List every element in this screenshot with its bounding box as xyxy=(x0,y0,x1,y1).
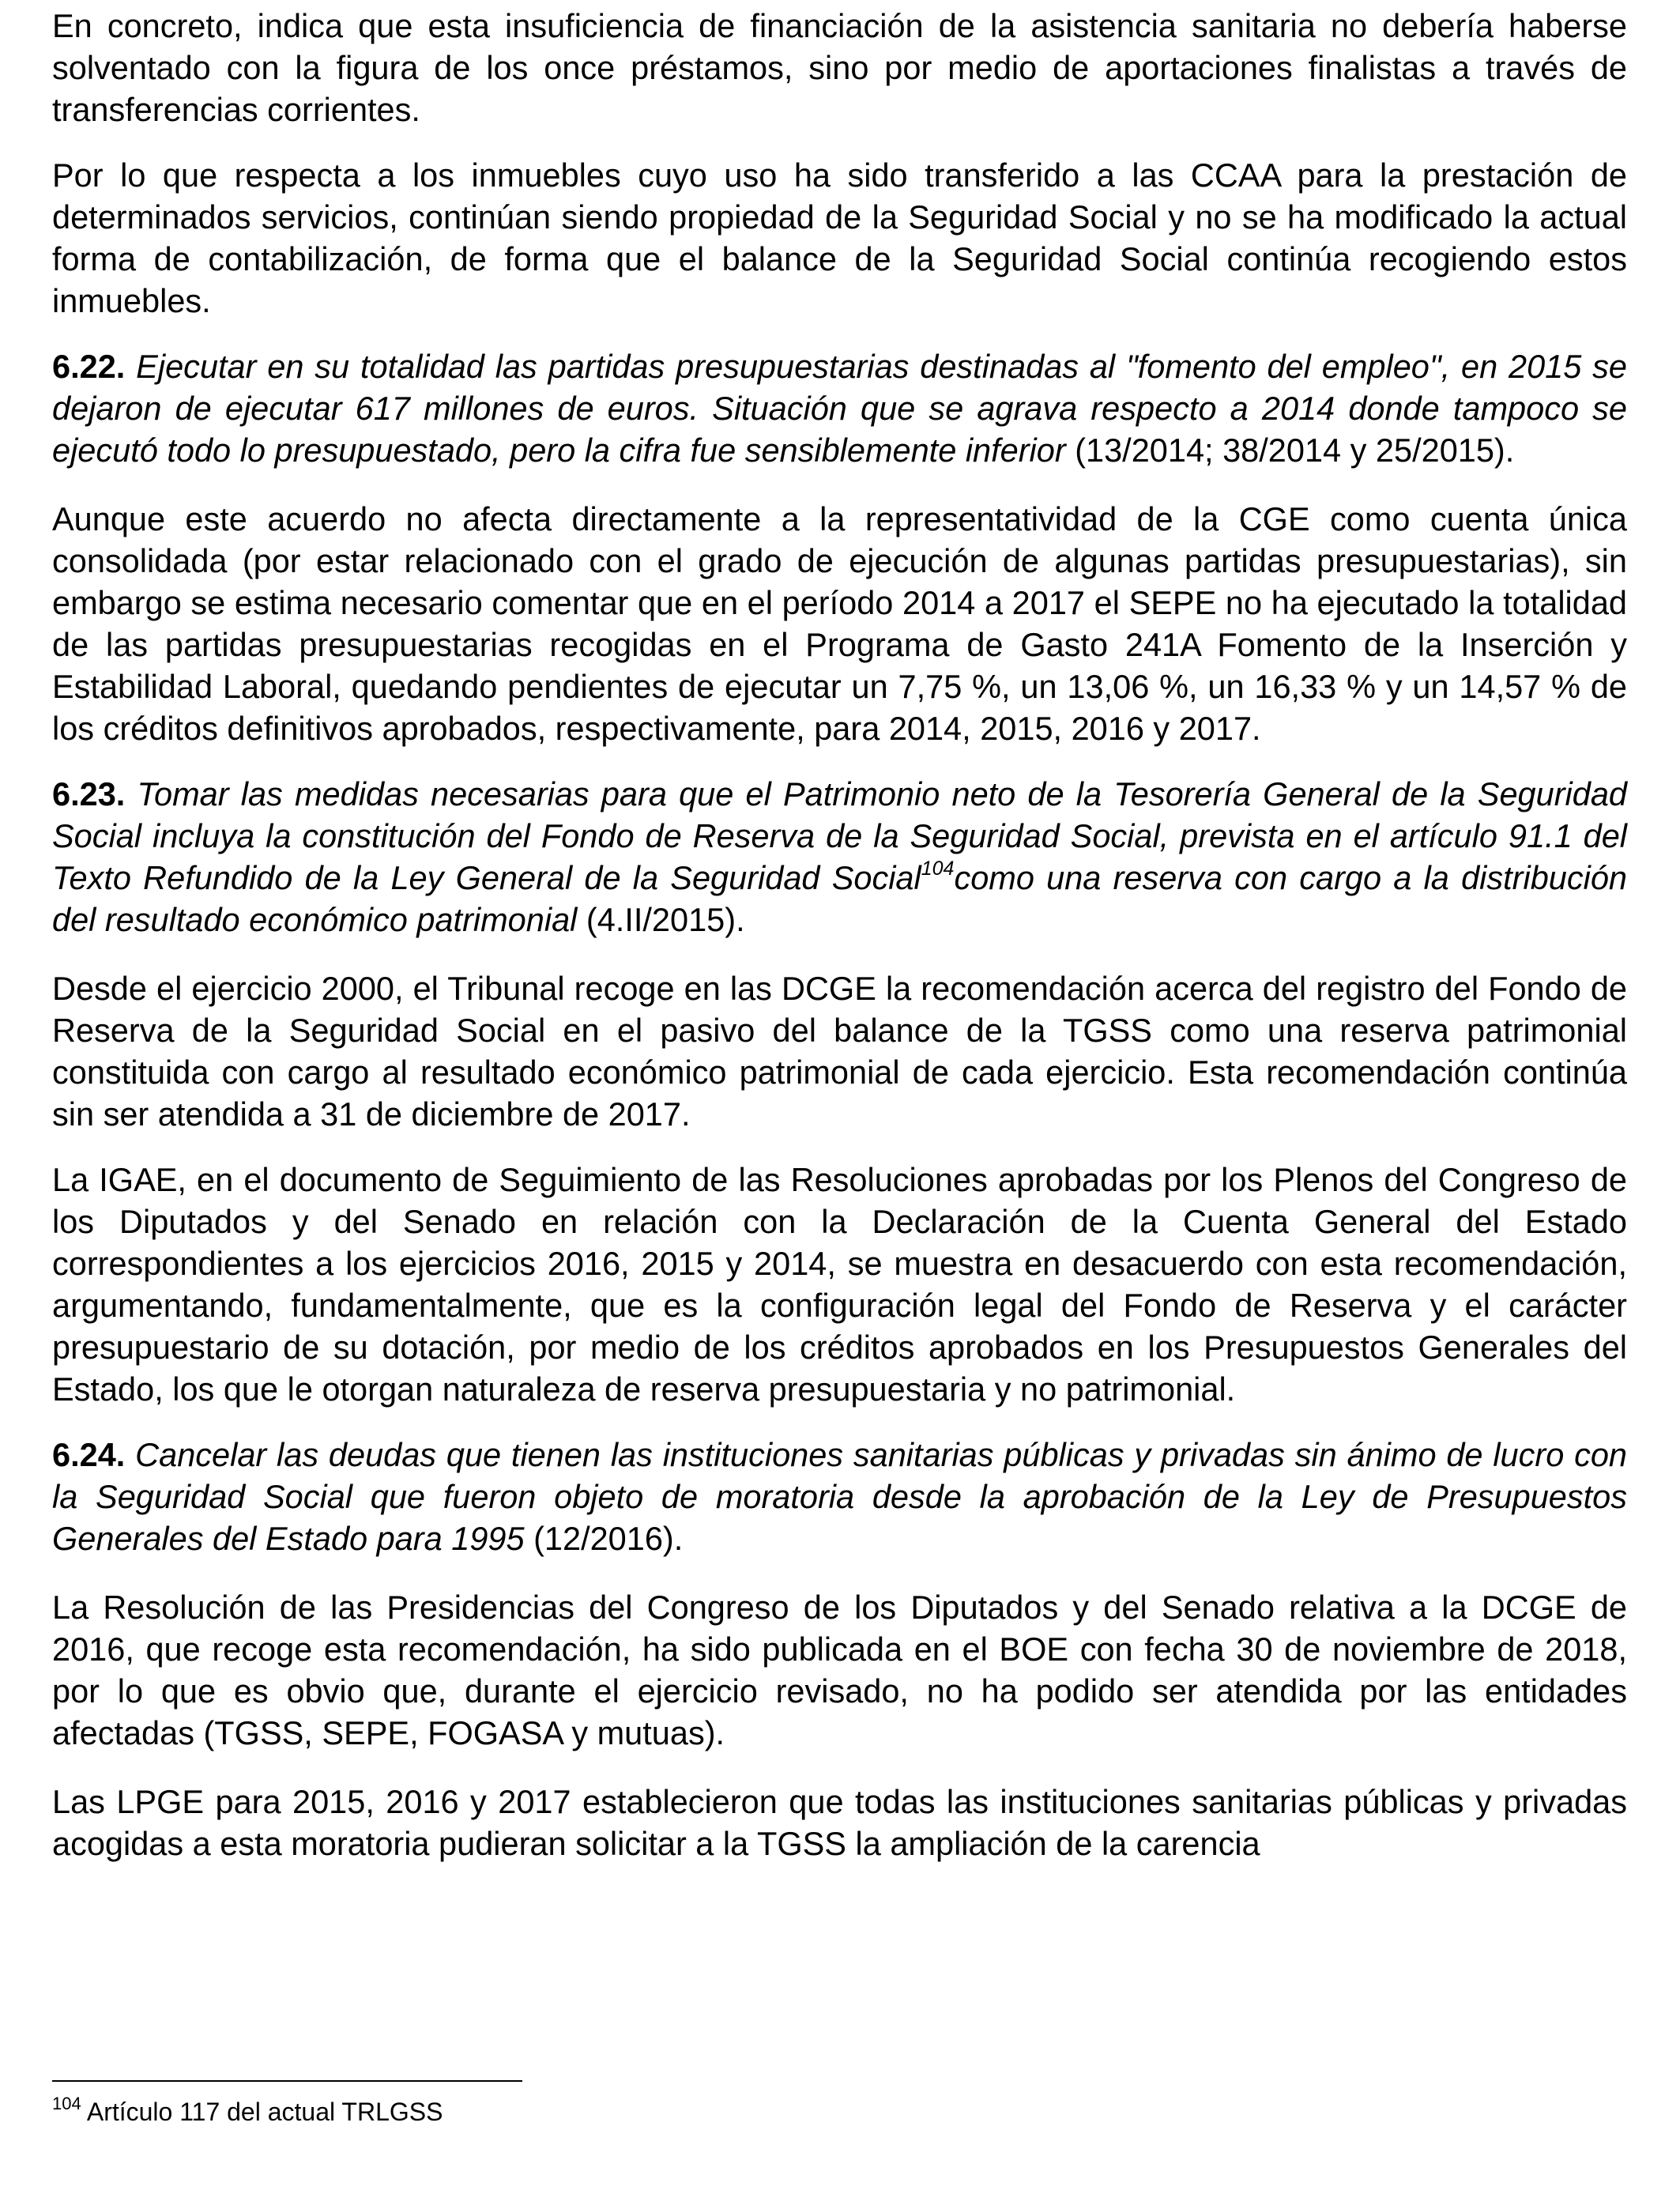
paragraph-sepe-ejecucion: Aunque este acuerdo no afecta directamente a la representatividad de la CGE como cuenta única consolidada (por estar relacionado con el grado de ejecución de algunas partidas presupuestarias), sin embargo se estima necesario comentar que en el período 2014 a 2017 el SEPE no ha ejecutado la totalidad de las partidas presupuestarias recogidas en el Programa de Gasto 241A Fomento de la Inserción y Estabilidad Laboral, quedando pendientes de ejecutar un 7,75 %, un 13,06 %, un 16,33 % y un 14,57 % de los créditos definitivos aprobados, respectivamente, para 2014, 2015, 2016 y 2017. xyxy=(52,500,1627,747)
recommendation-reference: (13/2014; 38/2014 y 25/2015). xyxy=(1075,432,1515,469)
footnote-text: Artículo 117 del actual TRLGSS xyxy=(86,2098,443,2126)
recommendation-number: 6.23. xyxy=(52,775,126,812)
footnote xyxy=(52,2094,443,2129)
recommendation-text: Cancelar las deudas que tienen las instituciones sanitarias públicas y privadas sin ánimo de lucro con la Seguridad Social que fueron objeto de moratoria desde la aprobación de la Ley de Presupuestos Generales del Estado para 1995 xyxy=(52,1436,1628,1557)
recommendation-6-23 xyxy=(52,773,1627,941)
paragraph-igae: La IGAE, en el documento de Seguimiento de las Resoluciones aprobadas por los Plenos del Congreso de los Diputados y del Senado en relación con la Declaración de la Cuenta General del Estado correspondientes a los ejercicios 2016, 2015 y 2014, se muestra en desacuerdo con esta recomendación, argumentando, fundamentalmente, que es la configuración legal del Fondo de Reserva y el carácter presupuestario de su dotación, por medio de los créditos aprobados en los Presupuestos Generales del Estado, los que le otorgan naturaleza de reserva presupuestaria y no patrimonial. xyxy=(52,1161,1627,1408)
recommendation-6-24 xyxy=(52,1434,1627,1559)
footnote-divider xyxy=(52,2080,522,2082)
paragraph-lpge: Las LPGE para 2015, 2016 y 2017 establecieron que todas las instituciones sanitarias públicas y privadas acogidas a esta moratoria pudieran solicitar a la TGSS la ampliación de la carencia xyxy=(52,1783,1627,1862)
paragraph-inmuebles: Por lo que respecta a los inmuebles cuyo uso ha sido transferido a las CCAA para la prestación de determinados servicios, continúan siendo propiedad de la Seguridad Social y no se ha modificado la actual forma de contabilización, de forma que el balance de la Seguridad Social continúa recogiendo estos inmuebles. xyxy=(52,156,1627,319)
recommendation-number: 6.22. xyxy=(52,348,126,385)
document-body xyxy=(52,5,1627,1864)
recommendation-reference: (12/2016). xyxy=(533,1520,684,1557)
recommendation-text: Tomar las medidas necesarias para que el Patrimonio neto de la Tesorería General de la Seguridad Social incluya la constitución del Fondo de Reserva de la Seguridad Social, prevista en el artículo 91.1 del Texto Refundido de la Ley General de la Seguridad Social xyxy=(52,775,1627,896)
recommendation-6-22 xyxy=(52,345,1627,471)
paragraph-fondo-reserva: Desde el ejercicio 2000, el Tribunal recoge en las DCGE la recomendación acerca del registro del Fondo de Reserva de la Seguridad Social en el pasivo del balance de la TGSS como una reserva patrimonial constituida con cargo al resultado económico patrimonial de cada ejercicio. Esta recomendación continúa sin ser atendida a 31 de diciembre de 2017. xyxy=(52,970,1627,1133)
recommendation-text-continued: como una reserva con cargo a la distribución del resultado económico patrimonial xyxy=(52,859,1627,938)
recommendation-text: Ejecutar en su totalidad las partidas presupuestarias destinadas al "fomento del empleo", en 2015 se dejaron de ejecutar 617 millones de euros. Situación que se agrava respecto a 2014 donde tampoco se ejecutó todo lo presupuestado, pero la cifra fue sensiblemente inferior xyxy=(52,348,1628,469)
footnote-reference: 104 xyxy=(921,858,955,880)
footnote-mark: 104 xyxy=(52,2094,81,2114)
paragraph-resolucion: La Resolución de las Presidencias del Congreso de los Diputados y del Senado relativa a la DCGE de 2016, que recoge esta recomendación, ha sido publicada en el BOE con fecha 30 de noviembre de 2018, por lo que es obvio que, durante el ejercicio revisado, no ha podido ser atendida por las entidades afectadas (TGSS, SEPE, FOGASA y mutuas). xyxy=(52,1589,1627,1751)
paragraph-financiacion: En concreto, indica que esta insuficiencia de financiación de la asistencia sanitaria no debería haberse solventado con la figura de los once préstamos, sino por medio de aportaciones finalistas a través de transferencias corrientes. xyxy=(52,7,1627,128)
recommendation-reference: (4.II/2015). xyxy=(586,901,745,938)
recommendation-number: 6.24. xyxy=(52,1436,126,1473)
